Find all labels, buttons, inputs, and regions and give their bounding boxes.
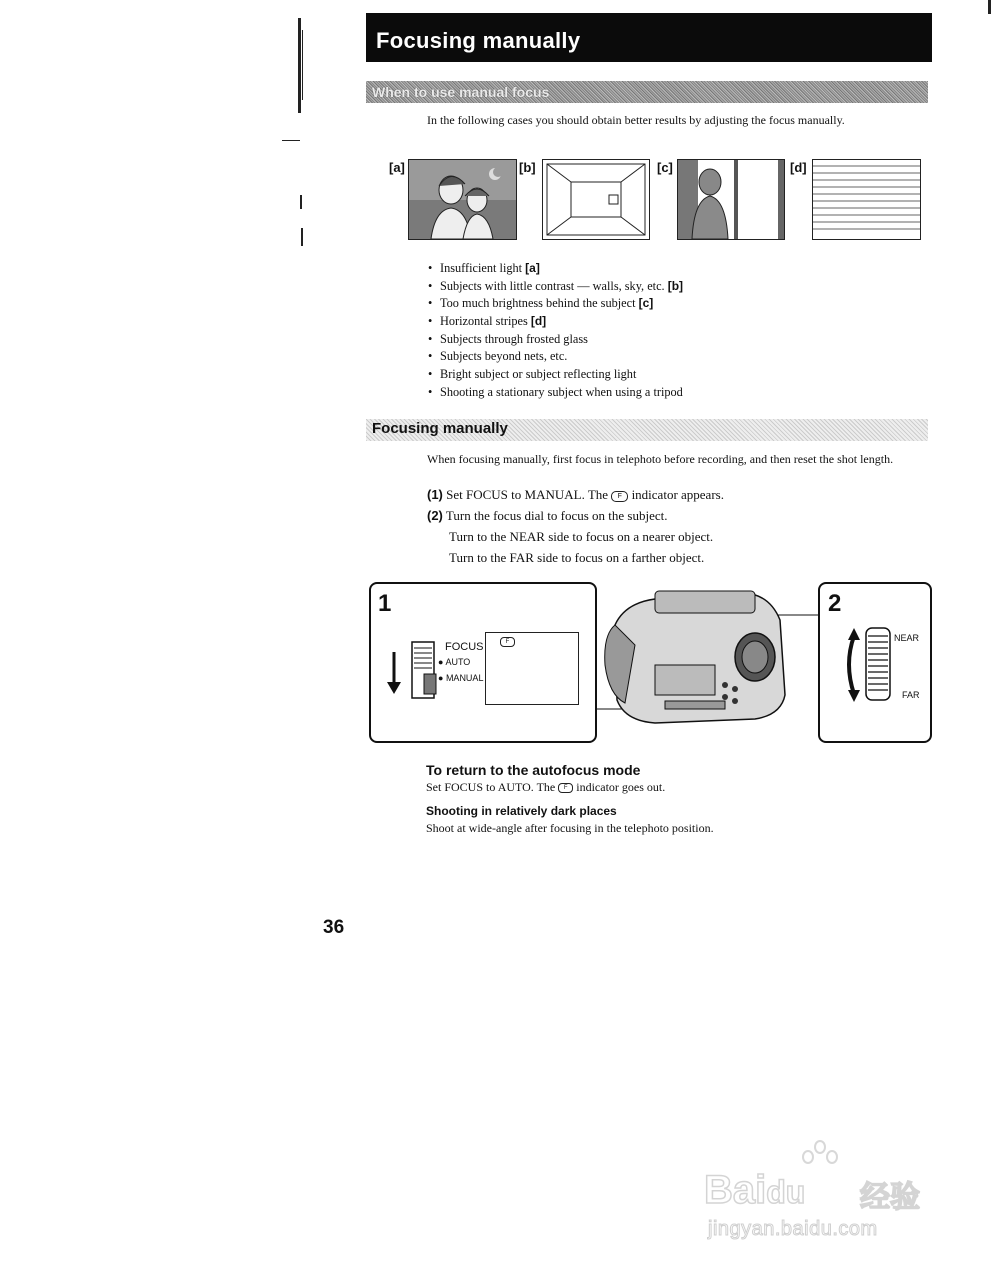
focus-dial-illustration [840, 624, 900, 704]
viewfinder-screen [485, 632, 579, 705]
manual-focus-indicator-icon: F [558, 783, 573, 793]
scan-mark [301, 228, 303, 246]
manual-label: ● MANUAL [438, 673, 484, 683]
figure-label-d: [d] [790, 160, 807, 175]
step-2: (2) Turn the focus dial to focus on the subject. [427, 508, 668, 523]
watermark-url: jingyan.baidu.com [708, 1218, 878, 1240]
figure-label-b: [b] [519, 160, 536, 175]
focus-switch-illustration [384, 638, 444, 702]
manual-focus-indicator-icon: F [611, 491, 628, 502]
list-item: • Bright subject or subject reflecting light [428, 367, 637, 382]
figure-d-illustration [813, 160, 920, 239]
scan-mark [300, 195, 302, 209]
scan-mark [282, 140, 300, 141]
dark-places-text: Shoot at wide-angle after focusing in the telephoto position. [426, 821, 714, 835]
dark-places-heading: Shooting in relatively dark places [426, 804, 617, 818]
list-item: • Subjects beyond nets, etc. [428, 349, 568, 364]
list-item: • Insufficient light [a] [428, 261, 540, 275]
scan-mark [988, 0, 991, 14]
section-heading-manual-focus: When to use manual focus [372, 84, 550, 100]
figure-c-bright-background [677, 159, 785, 240]
manual-focus-indicator-icon: F [500, 637, 515, 647]
list-item: • Too much brightness behind the subject [c] [428, 296, 654, 311]
page-number: 36 [323, 917, 345, 938]
watermark-brand: Baidu [704, 1168, 806, 1212]
section1-intro: In the following cases you should obtain better results by adjusting the focus manually. [427, 113, 845, 127]
figure-a-illustration [409, 160, 516, 239]
panel-number-2: 2 [828, 590, 842, 617]
figure-label-a: [a] [389, 160, 405, 175]
step-1: (1) Set FOCUS to MANUAL. The F indicator appears. [427, 487, 724, 502]
auto-label: ● AUTO [438, 657, 471, 667]
focus-label: FOCUS [445, 641, 484, 653]
far-label: FAR [902, 690, 920, 700]
figure-b-illustration [543, 160, 649, 239]
figure-a-insufficient-light [408, 159, 517, 240]
autofocus-heading: To return to the autofocus mode [426, 762, 641, 778]
near-label: NEAR [894, 633, 920, 643]
list-item: • Subjects with little contrast — walls, sky, etc. [b] [428, 278, 684, 293]
list-item: • Subjects through frosted glass [428, 331, 588, 346]
scan-mark [298, 18, 301, 113]
list-item: • Shooting a stationary subject when using a tripod [428, 384, 683, 399]
autofocus-text: Set FOCUS to AUTO. The F indicator goes out. [426, 780, 666, 794]
panel-number-1: 1 [378, 590, 392, 617]
figure-b-little-contrast [542, 159, 650, 240]
scan-mark [302, 30, 303, 100]
figure-c-illustration [678, 160, 784, 239]
section2-intro: When focusing manually, first focus in telephoto before recording, and then reset the shot length. [427, 452, 894, 466]
section-heading-focusing-manually: Focusing manually [372, 420, 508, 437]
step-2-far: Turn to the FAR side to focus on a farther object. [449, 550, 705, 565]
watermark-cn: 经验 [860, 1180, 920, 1215]
figure-d-horizontal-stripes [812, 159, 921, 240]
camcorder-illustration [595, 585, 820, 735]
figure-label-c: [c] [657, 160, 673, 175]
list-item: • Horizontal stripes [d] [428, 314, 547, 329]
page-title: Focusing manually [376, 28, 581, 53]
step-2-near: Turn to the NEAR side to focus on a nearer object. [449, 529, 714, 544]
baidu-watermark [700, 1140, 940, 1250]
cases-list [428, 260, 888, 402]
